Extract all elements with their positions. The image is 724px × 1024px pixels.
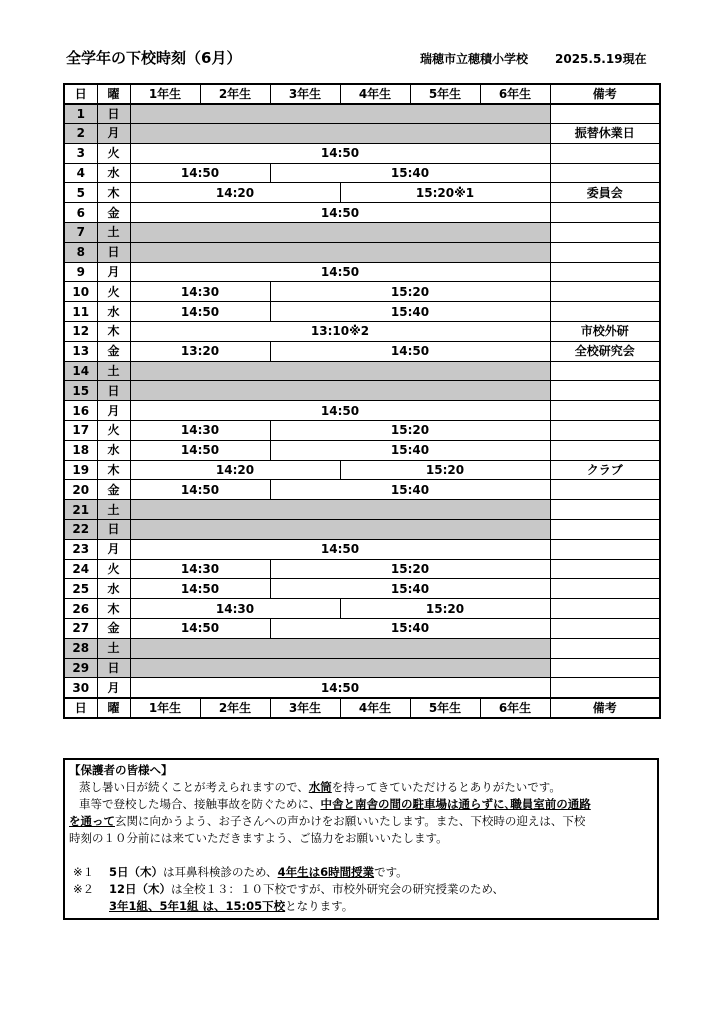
column-footer-cell: 日 [64, 698, 97, 718]
dismissal-time-cell: 15:40 [270, 579, 550, 599]
day-cell: 3 [64, 143, 97, 163]
weekday-cell: 木 [97, 599, 130, 619]
day-cell: 16 [64, 401, 97, 421]
table-row [64, 421, 660, 441]
column-header-cell: 日 [64, 84, 97, 104]
table-row [64, 440, 660, 460]
notes-paragraph-2 [69, 796, 653, 813]
remarks-cell [550, 302, 660, 322]
dismissal-time-cell: 14:20 [130, 183, 340, 203]
dismissal-time-cell: 15:40 [270, 480, 550, 500]
weekday-cell: 土 [97, 361, 130, 381]
weekday-cell: 火 [97, 559, 130, 579]
day-cell: 25 [64, 579, 97, 599]
weekday-cell: 水 [97, 579, 130, 599]
dismissal-time-cell: 13:20 [130, 341, 270, 361]
notes-heading: 【保護者の皆様へ】 [69, 763, 173, 777]
remarks-cell [550, 203, 660, 223]
weekday-cell: 土 [97, 500, 130, 520]
column-header-cell: 3年生 [270, 84, 340, 104]
holiday-cell [130, 361, 550, 381]
holiday-cell [130, 104, 550, 124]
remarks-cell [550, 163, 660, 183]
remarks-cell [550, 579, 660, 599]
weekday-cell: 月 [97, 262, 130, 282]
footnote-mark: ※２ [73, 882, 95, 896]
table-row [64, 322, 660, 342]
table-row [64, 539, 660, 559]
holiday-cell [130, 638, 550, 658]
remarks-cell [550, 242, 660, 262]
notes-emphasis: を通って [69, 814, 115, 828]
dismissal-time-cell: 14:20 [130, 460, 340, 480]
remarks-cell [550, 143, 660, 163]
table-row [64, 619, 660, 639]
weekday-cell: 日 [97, 658, 130, 678]
notes-paragraph-1 [69, 779, 653, 796]
table-row [64, 381, 660, 401]
column-header-cell: 1年生 [130, 84, 200, 104]
table-row [64, 460, 660, 480]
remarks-cell [550, 539, 660, 559]
day-cell: 12 [64, 322, 97, 342]
holiday-cell [130, 223, 550, 243]
remarks-cell [550, 282, 660, 302]
weekday-cell: 月 [97, 539, 130, 559]
weekday-cell: 水 [97, 440, 130, 460]
column-footer-cell: 4年生 [340, 698, 410, 718]
column-footer-cell: 曜 [97, 698, 130, 718]
column-header-cell: 曜 [97, 84, 130, 104]
column-footer-cell: 3年生 [270, 698, 340, 718]
dismissal-time-cell: 14:50 [130, 302, 270, 322]
dismissal-time-cell: 14:50 [130, 262, 550, 282]
column-header-cell: 5年生 [410, 84, 480, 104]
dismissal-time-cell: 14:50 [130, 163, 270, 183]
day-cell: 26 [64, 599, 97, 619]
dismissal-time-cell: 15:20 [340, 460, 550, 480]
table-row [64, 480, 660, 500]
remarks-cell [550, 440, 660, 460]
weekday-cell: 水 [97, 163, 130, 183]
page-title: 全学年の下校時刻（6月） [66, 49, 242, 67]
holiday-cell [130, 658, 550, 678]
day-cell: 23 [64, 539, 97, 559]
notes-emphasis: 水筒 [308, 780, 332, 794]
weekday-cell: 月 [97, 401, 130, 421]
table-row [64, 638, 660, 658]
table-row [64, 678, 660, 698]
notes-paragraph-2-cont [69, 813, 653, 830]
dismissal-time-cell: 14:30 [130, 282, 270, 302]
notes-text: は耳鼻科検診のため、 [163, 865, 278, 879]
notes-emphasis: 4年生は6時間授業 [277, 865, 375, 879]
dismissal-time-cell: 13:10※2 [130, 322, 550, 342]
dismissal-time-cell: 14:50 [130, 579, 270, 599]
remarks-cell [550, 619, 660, 639]
remarks-cell: クラブ [550, 460, 660, 480]
weekday-cell: 火 [97, 282, 130, 302]
dismissal-time-cell: 14:50 [130, 539, 550, 559]
footnote-2 [69, 881, 653, 898]
column-header-cell: 2年生 [200, 84, 270, 104]
notes-box [63, 758, 659, 920]
day-cell: 22 [64, 520, 97, 540]
table-row [64, 599, 660, 619]
remarks-cell [550, 678, 660, 698]
remarks-cell [550, 381, 660, 401]
table-row [64, 401, 660, 421]
holiday-cell [130, 520, 550, 540]
table-row [64, 500, 660, 520]
table-header [64, 84, 660, 104]
table-row [64, 262, 660, 282]
remarks-cell [550, 421, 660, 441]
table-row [64, 223, 660, 243]
column-footer-cell: 5年生 [410, 698, 480, 718]
day-cell: 17 [64, 421, 97, 441]
day-cell: 24 [64, 559, 97, 579]
column-footer-cell: 1年生 [130, 698, 200, 718]
as-of-date: 2025.5.19現在 [555, 52, 647, 66]
weekday-cell: 火 [97, 143, 130, 163]
table-footer [64, 698, 660, 718]
dismissal-time-cell: 15:20※1 [340, 183, 550, 203]
table-row [64, 203, 660, 223]
weekday-cell: 木 [97, 460, 130, 480]
dismissal-time-cell: 14:30 [130, 599, 340, 619]
notes-text: 車等で登校した場合、接触事故を防ぐために、 [79, 797, 321, 811]
table-body [64, 104, 660, 698]
day-cell: 8 [64, 242, 97, 262]
day-cell: 9 [64, 262, 97, 282]
weekday-cell: 金 [97, 480, 130, 500]
weekday-cell: 日 [97, 104, 130, 124]
dismissal-time-cell: 15:40 [270, 302, 550, 322]
table-row [64, 579, 660, 599]
column-header-cell: 4年生 [340, 84, 410, 104]
remarks-cell [550, 559, 660, 579]
day-cell: 28 [64, 638, 97, 658]
table-row [64, 282, 660, 302]
day-cell: 29 [64, 658, 97, 678]
column-header-cell: 6年生 [480, 84, 550, 104]
dismissal-time-cell: 15:20 [270, 421, 550, 441]
column-header-cell: 備考 [550, 84, 660, 104]
notes-text: は全校１３：１０下校ですが、市校外研究会の研究授業のため、 [171, 882, 505, 896]
remarks-cell: 振替休業日 [550, 124, 660, 144]
weekday-cell: 日 [97, 520, 130, 540]
day-cell: 1 [64, 104, 97, 124]
day-cell: 6 [64, 203, 97, 223]
column-footer-cell: 2年生 [200, 698, 270, 718]
notes-text: です。 [374, 865, 408, 879]
day-cell: 21 [64, 500, 97, 520]
weekday-cell: 木 [97, 322, 130, 342]
dismissal-schedule-table [63, 83, 661, 719]
dismissal-time-cell: 14:50 [130, 678, 550, 698]
weekday-cell: 水 [97, 302, 130, 322]
dismissal-time-cell: 14:50 [130, 143, 550, 163]
day-cell: 10 [64, 282, 97, 302]
day-cell: 30 [64, 678, 97, 698]
remarks-cell: 全校研究会 [550, 341, 660, 361]
dismissal-time-cell: 14:50 [130, 203, 550, 223]
day-cell: 2 [64, 124, 97, 144]
holiday-cell [130, 500, 550, 520]
remarks-cell [550, 599, 660, 619]
table-row [64, 520, 660, 540]
holiday-cell [130, 124, 550, 144]
dismissal-time-cell: 14:50 [130, 619, 270, 639]
remarks-cell [550, 401, 660, 421]
notes-emphasis: 3年1組、5年1組 は、15:05下校 [109, 899, 286, 913]
day-cell: 18 [64, 440, 97, 460]
day-cell: 15 [64, 381, 97, 401]
notes-paragraph-2-end: 時刻の１０分前には来ていただきますよう、ご協力をお願いいたします。 [69, 831, 448, 845]
day-cell: 19 [64, 460, 97, 480]
school-name: 瑞穂市立穂積小学校 [420, 52, 529, 66]
remarks-cell: 市校外研 [550, 322, 660, 342]
table-row [64, 124, 660, 144]
weekday-cell: 木 [97, 183, 130, 203]
holiday-cell [130, 381, 550, 401]
table-row [64, 183, 660, 203]
remarks-cell [550, 262, 660, 282]
weekday-cell: 日 [97, 242, 130, 262]
day-cell: 14 [64, 361, 97, 381]
dismissal-time-cell: 14:50 [130, 440, 270, 460]
remarks-cell [550, 480, 660, 500]
weekday-cell: 土 [97, 223, 130, 243]
dismissal-time-cell: 15:20 [270, 282, 550, 302]
notes-emphasis: 中舎と南舎の間の駐車場は通らずに､職員室前の通路 [320, 797, 591, 811]
notes-text: を持ってきていただけるとありがたいです。 [331, 780, 561, 794]
column-footer-cell: 備考 [550, 698, 660, 718]
day-cell: 4 [64, 163, 97, 183]
dismissal-time-cell: 15:40 [270, 163, 550, 183]
remarks-cell [550, 361, 660, 381]
remarks-cell [550, 658, 660, 678]
weekday-cell: 火 [97, 421, 130, 441]
weekday-cell: 月 [97, 124, 130, 144]
notes-emphasis: 12日（木） [109, 882, 172, 896]
remarks-cell: 委員会 [550, 183, 660, 203]
dismissal-time-cell: 15:20 [270, 559, 550, 579]
dismissal-time-cell: 15:40 [270, 619, 550, 639]
notes-text: 蒸し暑い日が続くことが考えられますので、 [79, 780, 309, 794]
table-row [64, 163, 660, 183]
day-cell: 7 [64, 223, 97, 243]
footnote-2-cont [69, 898, 653, 915]
notes-emphasis: 5日（木） [109, 865, 164, 879]
table-row [64, 143, 660, 163]
notes-text: 玄関に向かうよう、お子さんへの声かけをお願いいたします。また、下校時の迎えは、下校 [115, 814, 586, 828]
weekday-cell: 日 [97, 381, 130, 401]
notes-text: となります。 [285, 899, 354, 913]
dismissal-time-cell: 14:50 [130, 480, 270, 500]
remarks-cell [550, 104, 660, 124]
weekday-cell: 金 [97, 619, 130, 639]
table-row [64, 302, 660, 322]
remarks-cell [550, 223, 660, 243]
table-row [64, 341, 660, 361]
dismissal-time-cell: 15:40 [270, 440, 550, 460]
dismissal-time-cell: 14:30 [130, 421, 270, 441]
dismissal-time-cell: 14:50 [270, 341, 550, 361]
table-row [64, 559, 660, 579]
column-footer-cell: 6年生 [480, 698, 550, 718]
weekday-cell: 月 [97, 678, 130, 698]
day-cell: 27 [64, 619, 97, 639]
remarks-cell [550, 500, 660, 520]
dismissal-time-cell: 15:20 [340, 599, 550, 619]
table-row [64, 361, 660, 381]
weekday-cell: 土 [97, 638, 130, 658]
weekday-cell: 金 [97, 341, 130, 361]
dismissal-time-cell: 14:50 [130, 401, 550, 421]
weekday-cell: 金 [97, 203, 130, 223]
remarks-cell [550, 520, 660, 540]
table-row [64, 104, 660, 124]
remarks-cell [550, 638, 660, 658]
holiday-cell [130, 242, 550, 262]
dismissal-time-cell: 14:30 [130, 559, 270, 579]
day-cell: 20 [64, 480, 97, 500]
table-row [64, 658, 660, 678]
footnote-mark: ※１ [73, 865, 95, 879]
day-cell: 13 [64, 341, 97, 361]
day-cell: 11 [64, 302, 97, 322]
footnote-1 [69, 864, 653, 881]
day-cell: 5 [64, 183, 97, 203]
table-row [64, 242, 660, 262]
